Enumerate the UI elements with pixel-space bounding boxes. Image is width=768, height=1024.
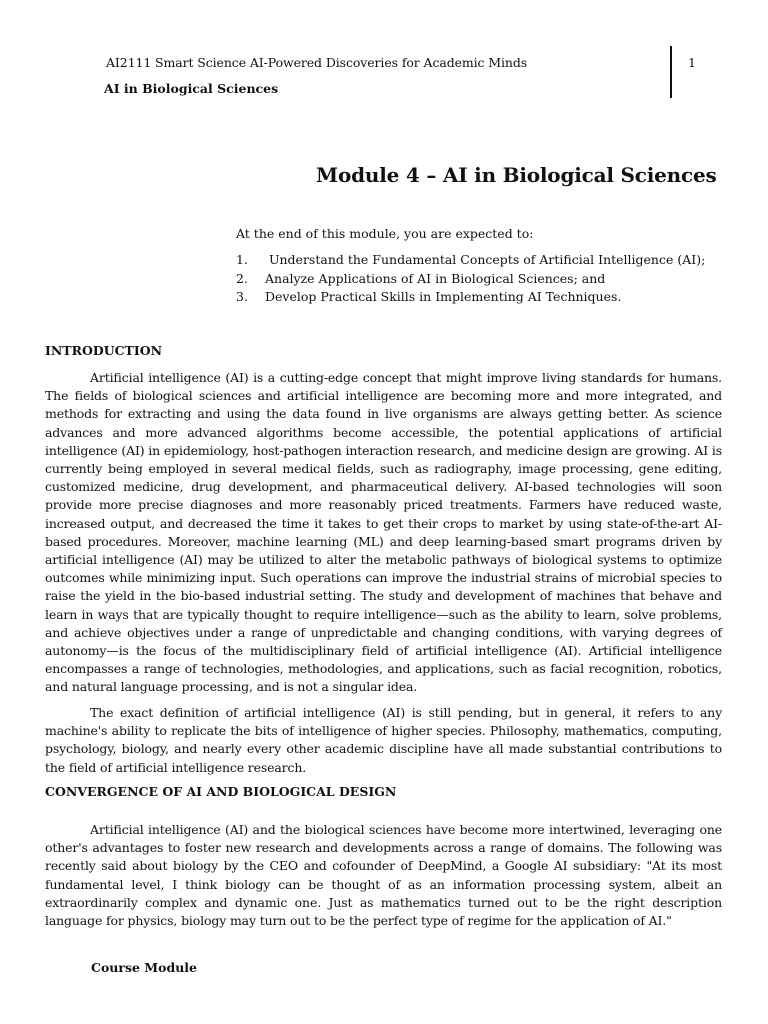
page-number: 1: [688, 55, 696, 70]
objective-text: Develop Practical Skills in Implementing AI Techniques.: [265, 289, 622, 304]
introduction-paragraph-2: The exact definition of artificial intelligence (AI) is still pending, but in general, it refers to any machine's ability to replicate the bits of intelligence of higher species. Philosophy, mathematics, computing, psychology, biology, and nearly every other academic discipline have all made substantial contributions to the field of artificial intelligence research.: [45, 705, 722, 775]
introduction-paragraph-1: Artificial intelligence (AI) is a cutting-edge concept that might improve living standards for humans. The fields of biological sciences and artificial intelligence are becoming more and more integrated, and methods for extracting and using the data found in live organisms are always getting better. As science advances and more advanced algorithms become accessible, the potential applications of artificial intelligence (AI) in epidemiology, host-pathogen interaction research, and medicine design are growing. AI is currently being employed in several medical fields, such as radiography, image processing, gene editing, customized medicine, drug development, and pharmaceutical delivery. AI-based technologies will soon provide more precise diagnoses and more reasonably priced treatments. Farmers have reduced waste, increased output, and decreased the time it takes to get their crops to market by using state-of-the-art AI-based procedures. Moreover, machine learning (ML) and deep learning-based smart programs driven by artificial intelligence (AI) may be utilized to alter the metabolic pathways of biological systems to optimize outcomes while minimizing input. Such operations can improve the industrial strains of microbial species to raise the yield in the bio-based industrial setting. The study and development of machines that behave and learn in ways that are typically thought to require intelligence—such as the ability to learn, solve problems, and achieve objectives under a range of unpredictable and changing conditions, with varying degrees of autonomy—is the focus of the multidisciplinary field of artificial intelligence (AI). Artificial intelligence encompasses a range of technologies, methodologies, and applications, such as facial recognition, robotics, and natural language processing, and is not a singular idea.: [45, 370, 722, 695]
module-title: Module 4 – AI in Biological Sciences: [316, 163, 717, 187]
convergence-paragraph-1: Artificial intelligence (AI) and the biological sciences have become more intertwined, leveraging one other's advantages to foster new research and developments across a range of domains. The following was recently said about biology by the CEO and cofounder of DeepMind, a Google AI subsidiary: "At its most fundamental level, I think biology can be thought of as an information processing system, albeit an extraordinarily complex and dynamic one. Just as mathematics turned out to be the right description language for physics, biology may turn out to be the perfect type of regime for the application of AI.": [45, 822, 722, 929]
objectives-lead: At the end of this module, you are expected to:: [236, 226, 534, 241]
objective-item: [236, 288, 705, 307]
header-divider: [670, 46, 672, 98]
introduction-heading: INTRODUCTION: [45, 343, 163, 358]
header-course-title: AI2111 Smart Science AI-Powered Discoveries for Academic Minds: [106, 55, 528, 70]
footer-label: Course Module: [91, 960, 198, 975]
objective-number: 1.: [236, 252, 248, 267]
objective-number: 3.: [236, 289, 248, 304]
objective-number: 2.: [236, 270, 248, 286]
header-subtitle: AI in Biological Sciences: [104, 81, 279, 96]
objective-text: Analyze Applications of AI in Biological Sciences; and: [265, 270, 606, 286]
objective-text: Understand the Fundamental Concepts of Artificial Intelligence (AI);: [265, 252, 706, 267]
objective-item: [236, 251, 705, 270]
objectives-list: [236, 251, 705, 307]
convergence-heading: CONVERGENCE OF AI AND BIOLOGICAL DESIGN: [45, 784, 397, 799]
objective-item: [236, 270, 705, 289]
